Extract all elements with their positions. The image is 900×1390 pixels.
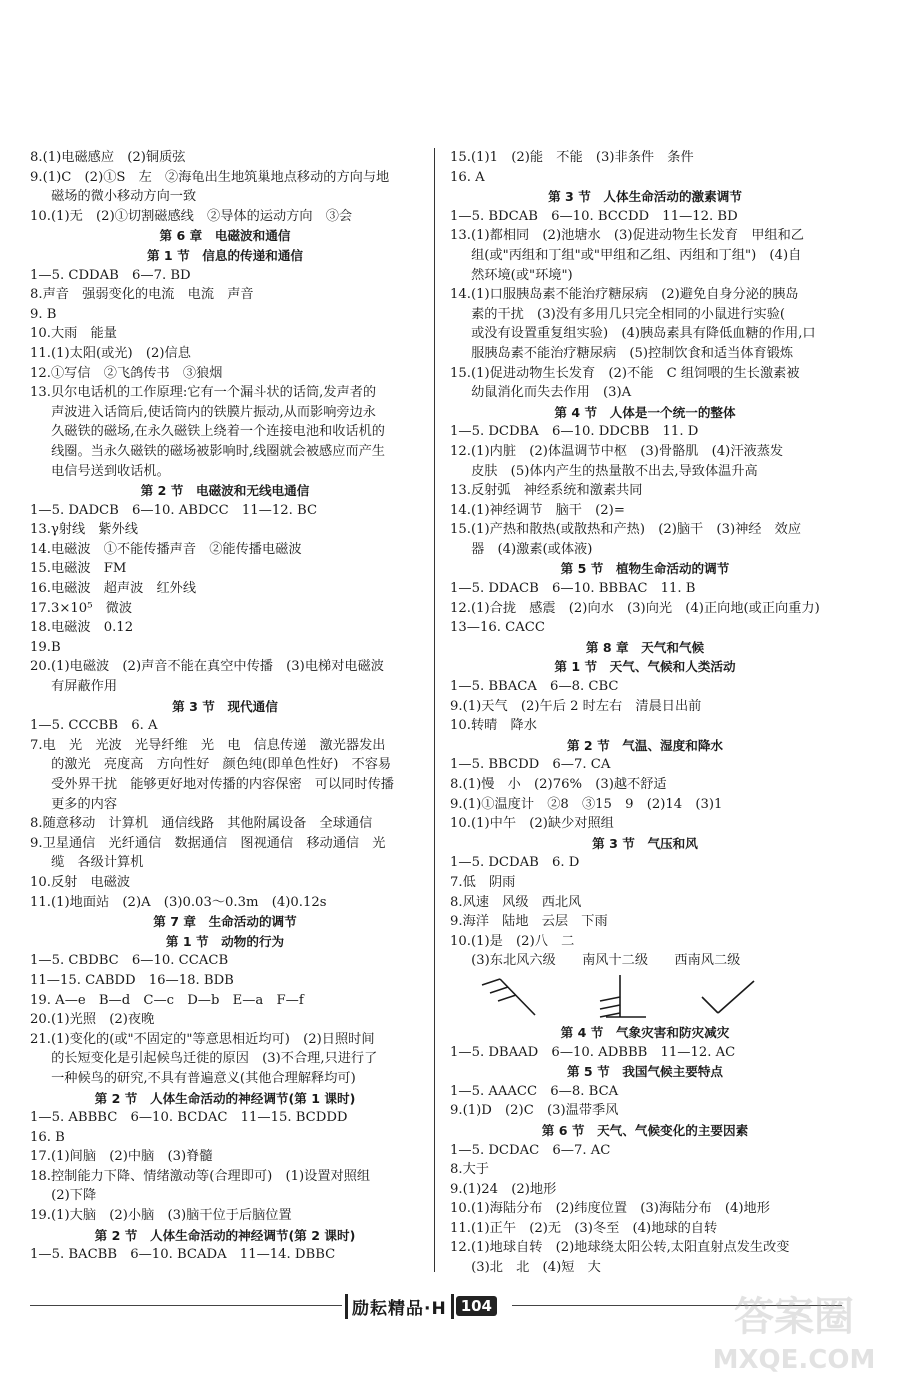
answer-line: 13.反射弧 神经系统和激素共同: [450, 483, 643, 499]
answer-line: 17.3×10⁵ 微波: [30, 600, 133, 616]
watermark-title: 答案圈: [734, 1294, 854, 1340]
answer-line: 20.(1)电磁波 (2)声音不能在真空中传播 (3)电梯对电磁波: [30, 659, 384, 675]
answer-line: 9. B: [30, 306, 57, 322]
answer-line: 10.转晴 降水: [450, 718, 537, 734]
answer-line: 1—5. BBCDD 6—7. CA: [450, 757, 611, 773]
wind-sw-2-barb: [702, 997, 718, 1013]
answer-line: 器 (4)激素(或体液): [471, 541, 593, 557]
answer-line: 19. A—e B—d C—c D—b E—a F—f: [30, 992, 304, 1008]
answer-line: 18.控制能力下降、情绪激动等(合理即可) (1)设置对照组: [30, 1168, 371, 1184]
answer-line: 16.电磁波 超声波 红外线: [30, 581, 197, 597]
answer-line: 9.海洋 陆地 云层 下雨: [450, 914, 608, 930]
answer-line: 15.(1)促进动物生长发育 (2)不能 C 组饲喂的生长激素被: [450, 365, 800, 381]
answer-line: 13—16. CACC: [450, 620, 545, 636]
answer-line: 21.(1)变化的(或"不固定的"等意思相近均可) (2)日照时间: [30, 1031, 375, 1047]
section-heading: 第 1 节 信息的传递和通信: [146, 247, 304, 263]
right-column: [450, 148, 840, 1278]
answer-line: 12.①写信 ②飞鸽传书 ③狼烟: [30, 365, 223, 381]
answer-line: 1—5. BBACA 6—8. CBC: [450, 679, 619, 695]
section-heading: 第 2 节 人体生命活动的神经调节(第 1 课时): [94, 1090, 356, 1106]
wind-sw-2-stem: [718, 981, 754, 1013]
answer-line: 1—5. DCDAC 6—7. AC: [450, 1142, 611, 1158]
answer-line: 有屏蔽作用: [51, 679, 118, 695]
answer-line: 10.(1)无 (2)①切割磁感线 ②导体的运动方向 ③会: [30, 208, 353, 224]
section-heading: 第 3 节 人体生命活动的激素调节: [548, 189, 742, 205]
answer-line: 12.(1)合拢 感震 (2)向水 (3)向光 (4)正向地(或正向重力): [450, 600, 820, 616]
section-heading: 第 4 节 气象灾害和防灾减灾: [560, 1024, 730, 1040]
section-heading: 第 4 节 人体是一个统一的整体: [554, 404, 736, 420]
answer-line: 一种候鸟的研究,不具有普遍意义(其他合理解释均可): [51, 1070, 356, 1086]
answer-line: 然环境(或"环境"): [471, 267, 573, 283]
section-heading: 第 2 节 气温、湿度和降水: [566, 737, 724, 753]
answer-line: 16. B: [30, 1129, 65, 1145]
page-number: 104: [456, 1296, 497, 1316]
wind-s-12-barb-2: [600, 1005, 620, 1009]
answer-line: 7.电 光 光波 光导纤维 光 电 信息传递 激光器发出: [30, 737, 386, 753]
answer-line: (2)下降: [51, 1188, 97, 1204]
watermark-url: MXQE.COM: [712, 1345, 876, 1375]
answer-line: 久磁铁的磁场,在永久磁铁上绕着一个连接电池和收话机的: [51, 424, 385, 440]
answer-line: 8.大于: [450, 1162, 489, 1178]
answer-line: 10.大雨 能量: [30, 326, 117, 342]
answer-line: 8.(1)电磁感应 (2)铜质弦: [30, 150, 186, 165]
answer-line: 16. A: [450, 169, 485, 185]
answer-line: 的长短变化是引起候鸟迁徙的原因 (3)不合理,只进行了: [51, 1051, 378, 1067]
wind-s-12-barb-1: [600, 997, 620, 1001]
section-heading: 第 2 节 人体生命活动的神经调节(第 2 课时): [94, 1227, 356, 1243]
answer-line: 受外界干扰 能够更好地对传播的内容保密 可以同时传播: [51, 777, 394, 792]
answer-line: 18.电磁波 0.12: [30, 620, 134, 636]
answer-line: 的激光 亮度高 方向性好 颜色纯(即单色性好) 不容易: [51, 757, 392, 773]
answer-line: 1—5. AAACC 6—8. BCA: [450, 1083, 619, 1099]
answer-line: 14.(1)口服胰岛素不能治疗糖尿病 (2)避免自身分泌的胰岛: [450, 287, 799, 303]
answer-line: 9.(1)天气 (2)午后 2 时左右 清晨日出前: [450, 698, 702, 714]
answer-line: 缆 各级计算机: [51, 855, 144, 871]
answer-line: 12.(1)地球自转 (2)地球绕太阳公转,太阳直射点发生改变: [450, 1240, 790, 1256]
answer-line: 1—5. ABBBC 6—10. BCDAC 11—15. BCDDD: [30, 1110, 348, 1126]
footer-brand: 励耘精品·H: [345, 1294, 454, 1319]
wind-ne-6-stem: [500, 979, 535, 1015]
section-heading: 第 5 节 我国气候主要特点: [566, 1064, 724, 1080]
wind-ne-6-barb-3: [498, 995, 516, 1001]
section-heading: 第 7 章 生命活动的调节: [153, 914, 297, 930]
answer-line: 11—15. CABDD 16—18. BDB: [30, 972, 234, 988]
answer-line: 8.随意移动 计算机 通信线路 其他附属设备 全球通信: [30, 816, 373, 832]
answer-line: (3)东北风六级 南风十二级 西南风二级: [471, 953, 741, 969]
answer-line: 15.电磁波 FM: [30, 561, 127, 577]
answer-line: 1—5. CCCBB 6. A: [30, 718, 158, 734]
answer-line: 20.(1)光照 (2)夜晚: [30, 1012, 155, 1028]
page-footer: [345, 1294, 497, 1318]
answer-line: 线圈。当永久磁铁的磁场被影响时,线圈就会被感应而产生: [51, 443, 385, 459]
section-heading: 第 2 节 电磁波和无线电通信: [140, 483, 310, 499]
answer-line: 更多的内容: [51, 796, 118, 812]
answer-line: 19.B: [30, 639, 61, 655]
answer-line: 8.(1)慢 小 (2)76% (3)越不舒适: [450, 777, 667, 792]
answer-line: 10.(1)是 (2)八 二: [450, 933, 575, 949]
answer-line: 8.声音 强弱变化的电流 电流 声音: [30, 287, 254, 303]
answer-line: 19.(1)大脑 (2)小脑 (3)脑干位于后脑位置: [30, 1208, 292, 1224]
answer-line: 11.(1)正午 (2)无 (3)冬至 (4)地球的自转: [450, 1220, 718, 1236]
answer-line: 11.(1)太阳(或光) (2)信息: [30, 345, 191, 361]
answer-line: 1—5. CBDBC 6—10. CCACB: [30, 953, 229, 969]
answer-line: 13.γ射线 紫外线: [30, 522, 138, 538]
wind-symbols: [450, 971, 840, 1023]
column-divider: [434, 148, 435, 1272]
section-heading: 第 8 章 天气和气候: [585, 639, 705, 655]
section-heading: 第 6 节 天气、气候变化的主要因素: [541, 1122, 749, 1138]
section-heading: 第 3 节 现代通信: [172, 698, 278, 714]
answer-line: 17.(1)间脑 (2)中脑 (3)脊髓: [30, 1149, 213, 1165]
answer-line: 素的干扰 (3)没有多用几只完全相同的小鼠进行实验(: [471, 306, 786, 322]
answer-line: 8.风速 风级 西北风: [450, 894, 582, 910]
answer-line: 1—5. BDCAB 6—10. BCCDD 11—12. BD: [450, 208, 738, 224]
answer-line: 电信号送到收话机。: [51, 463, 170, 479]
answer-line: 10.反射 电磁波: [30, 874, 131, 890]
section-heading: 第 6 章 电磁波和通信: [159, 228, 291, 244]
answer-line: 10.(1)海陆分布 (2)纬度位置 (3)海陆分布 (4)地形: [450, 1201, 770, 1217]
answer-line: 13.贝尔电话机的工作原理:它有一个漏斗状的话筒,发声者的: [30, 385, 377, 401]
answer-line: 7.低 阴雨: [450, 874, 516, 890]
answer-line: 14.电磁波 ①不能传播声音 ②能传播电磁波: [30, 541, 302, 557]
answer-line: 声波进入话筒后,使话筒内的铁膜片振动,从而影响旁边永: [51, 404, 376, 420]
answer-line: 11.(1)地面站 (2)A (3)0.03～0.3m (4)0.12s: [30, 894, 327, 910]
answer-line: 1—5. BACBB 6—10. BCADA 11—14. DBBC: [30, 1247, 336, 1263]
answer-line: 14.(1)神经调节 脑干 (2)=: [450, 502, 625, 518]
answer-line: 1—5. DADCB 6—10. ABDCC 11—12. BC: [30, 502, 318, 518]
answer-line: 磁场的微小移动方向一致: [51, 189, 197, 205]
section-heading: 第 1 节 天气、气候和人类活动: [554, 659, 736, 675]
answer-line: 或没有设置重复组实验) (4)胰岛素具有降低血糖的作用,口: [471, 326, 816, 342]
answer-line: 1—5. CDDAB 6—7. BD: [30, 267, 191, 283]
answer-line: 幼鼠消化而失去作用 (3)A: [471, 385, 632, 401]
answer-line: 9.(1)①温度计 ②8 ③15 9 (2)14 (3)1: [450, 796, 723, 812]
answer-line: 10.(1)中午 (2)缺少对照组: [450, 816, 614, 832]
wind-symbol-drawing: [450, 971, 840, 1023]
answer-line: 12.(1)内脏 (2)体温调节中枢 (3)骨骼肌 (4)汗液蒸发: [450, 443, 784, 459]
answer-line: 9.(1)D (2)C (3)温带季风: [450, 1103, 619, 1119]
answer-line: 1—5. DBAAD 6—10. ADBBB 11—12. AC: [450, 1044, 736, 1060]
left-column: [30, 148, 420, 1265]
answer-line: 1—5. DCDAB 6. D: [450, 855, 580, 871]
answer-line: 皮肤 (5)体内产生的热量散不出去,导致体温升高: [471, 463, 758, 479]
section-heading: 第 5 节 植物生命活动的调节: [560, 561, 730, 577]
answer-line: 9.(1)24 (2)地形: [450, 1181, 557, 1197]
wind-ne-6-barb-1: [482, 979, 500, 985]
section-heading: 第 3 节 气压和风: [592, 835, 698, 851]
answer-line: 1—5. DDACB 6—10. BBBAC 11. B: [450, 581, 696, 597]
answer-line: 服胰岛素不能治疗糖尿病 (5)控制饮食和适当体育锻炼: [471, 345, 794, 361]
answer-line: 9.(1)C (2)①S 左 ②海龟出生地筑巢地点移动的方向与地: [30, 169, 390, 185]
watermark-logo: [704, 1278, 884, 1378]
wind-ne-6-barb-2: [490, 987, 508, 993]
answer-line: 组(或"丙组和丁组"或"甲组和乙组、丙组和丁组") (4)自: [471, 247, 802, 263]
answer-line: 15.(1)产热和散热(或散热和产热) (2)脑干 (3)神经 效应: [450, 522, 802, 538]
section-heading: 第 1 节 动物的行为: [165, 933, 285, 949]
footer-rule-left: [30, 1305, 342, 1306]
answer-line: 13.(1)都相同 (2)池塘水 (3)促进动物生长发育 甲组和乙: [450, 228, 804, 244]
answer-line: (3)北 北 (4)短 大: [471, 1260, 601, 1276]
answer-line: 15.(1)1 (2)能 不能 (3)非条件 条件: [450, 150, 694, 165]
answer-line: 1—5. DCDBA 6—10. DDCBB 11. D: [450, 424, 699, 440]
answer-line: 9.卫星通信 光纤通信 数据通信 图视通信 移动通信 光: [30, 835, 386, 851]
